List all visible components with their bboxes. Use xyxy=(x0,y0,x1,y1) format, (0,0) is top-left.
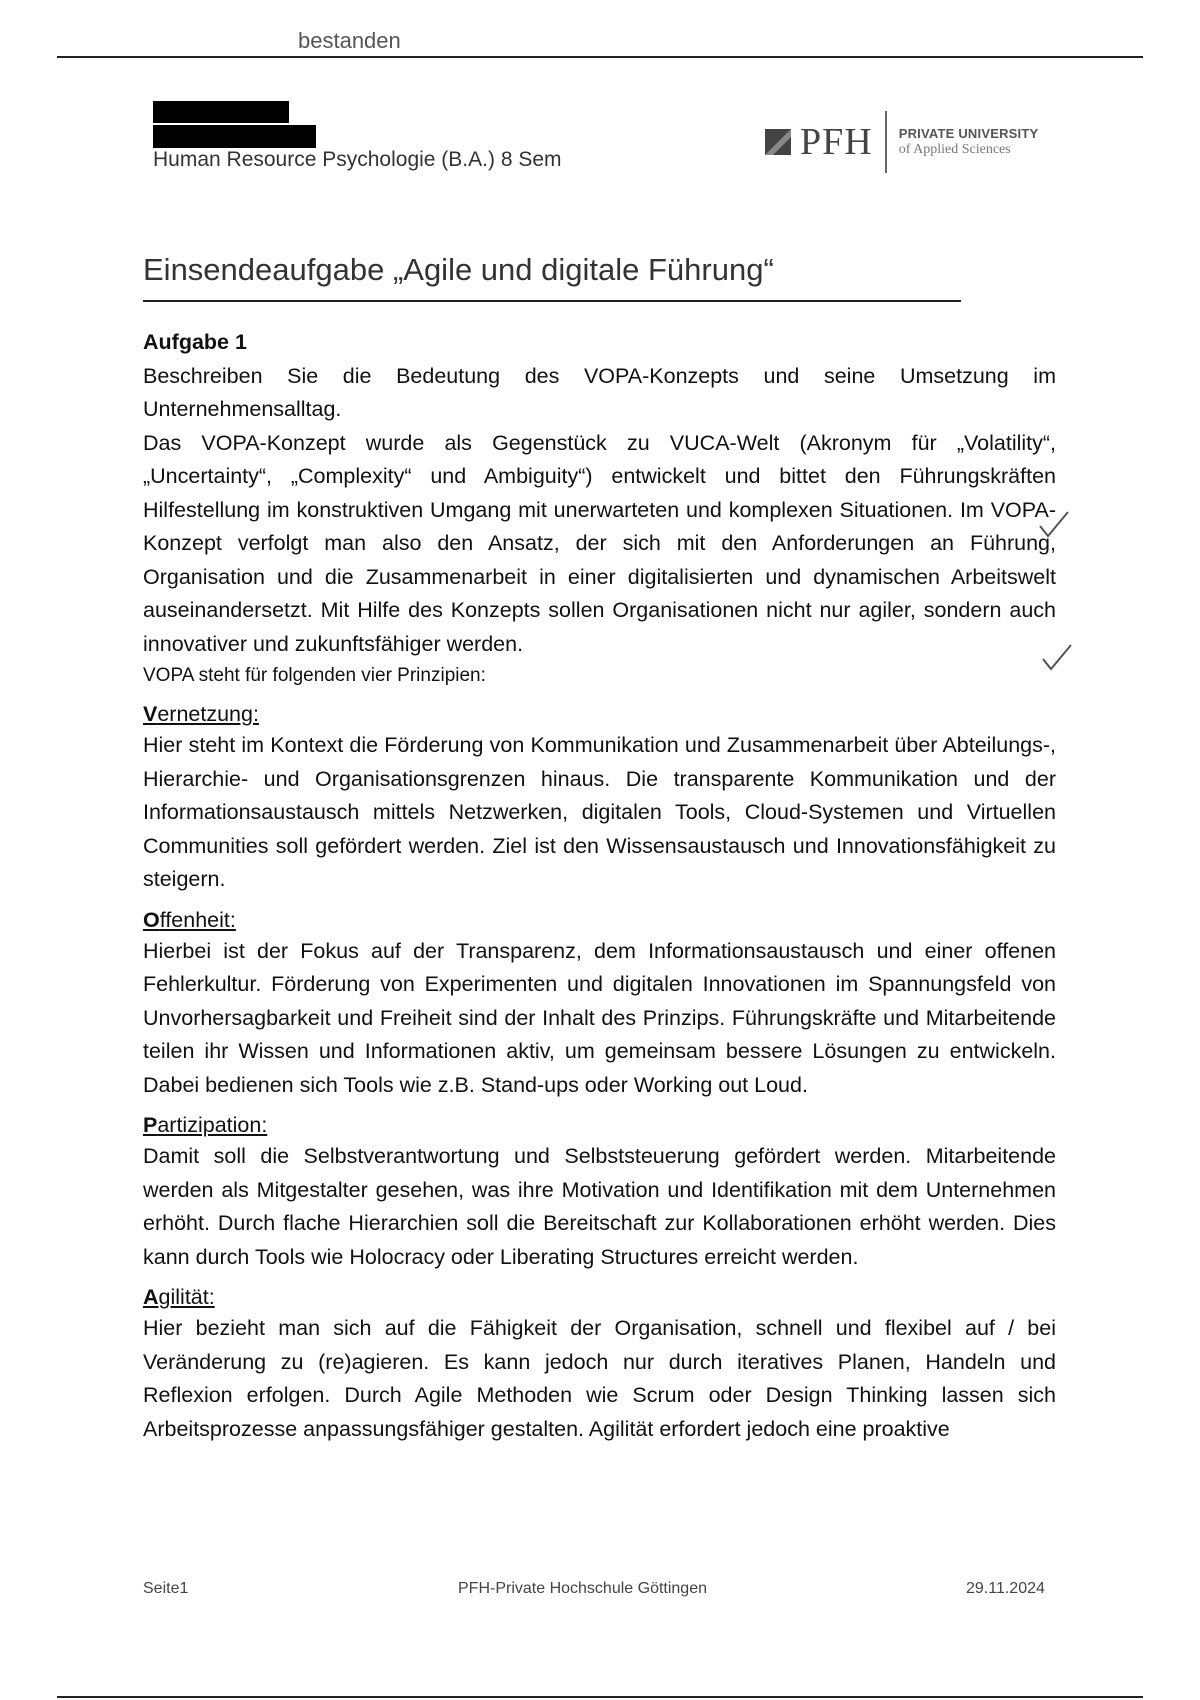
section-agilitaet xyxy=(143,1282,1056,1446)
footer-date: 29.11.2024 xyxy=(966,1580,1045,1597)
top-rule xyxy=(57,56,1143,58)
section-heading xyxy=(143,1110,1056,1140)
task-question: Beschreiben Sie die Bedeutung des VOPA-Konzepts und seine Umsetzung im Unternehmensalltag. xyxy=(143,363,1056,421)
task-label: Aufgabe 1 xyxy=(143,330,247,354)
section-heading xyxy=(143,905,1056,935)
pfh-logo-mark-icon xyxy=(765,129,791,155)
title-underline xyxy=(143,300,961,302)
section-heading-rest: ffenheit: xyxy=(159,907,236,932)
section-text: Damit soll die Selbstverantwortung und Selbststeuerung gefördert werden. Mitarbeitende werden als Mitgestalter gesehen, was ihre Motivation und Identifikation mit dem Unternehmen erhöht. Durch flache Hierarchien soll die Bereitschaft zur Kollaborationen erhöht werden. Dies kann durch Tools wie Holocracy oder Liberating Structures erreicht werden. xyxy=(143,1144,1056,1269)
bottom-rule xyxy=(57,1696,1143,1698)
logo-wordmark: PFH xyxy=(800,121,873,163)
redacted-name xyxy=(153,101,289,123)
logo-subtitle-line1: PRIVATE UNIVERSITY xyxy=(898,126,1039,141)
section-partizipation xyxy=(143,1110,1056,1274)
section-text: Hier bezieht man sich auf die Fähigkeit der Organisation, schnell und flexibel auf / bei Veränderung zu (re)agieren. Es kann jedoch nur durch iteratives Planen, Handeln und Reflexion erfolgen. Durch Agile Methoden wie Scrum oder Design Thinking lassen sich Arbeitsprozesse anpassungsfähiger gestalten. Agilität erfordert jedoch eine proaktive xyxy=(143,1316,1056,1441)
section-heading-rest: gilität: xyxy=(158,1285,215,1309)
logo-subtitle-line2: of Applied Sciences xyxy=(898,142,1011,157)
section-heading-rest: artizipation: xyxy=(157,1113,268,1137)
redacted-student-id xyxy=(153,125,316,148)
page-number: Seite1 xyxy=(143,1580,189,1597)
grader-check-mark-icon xyxy=(1037,508,1071,542)
section-initial: O xyxy=(143,907,160,932)
section-heading-rest: ernetzung: xyxy=(157,702,259,726)
section-text: Hier steht im Kontext die Förderung von Kommunikation und Zusammenarbeit über Abteilungs-, Hierarchie- und Organisationsgrenzen hinaus. Die transparente Kommunikation und der Informationsaustausch mittels Netzwerken, digitalen Tools, Cloud-Systemen und Virtuellen Communities soll gefördert werden. Ziel ist den Wissensaustausch und Innovationsfähigkeit zu steigern. xyxy=(143,733,1056,891)
document-body xyxy=(143,326,1056,1454)
principles-intro: VOPA steht für folgenden vier Prinzipien: xyxy=(143,665,486,686)
section-initial: A xyxy=(143,1285,159,1309)
section-initial: P xyxy=(143,1113,158,1137)
section-vernetzung xyxy=(143,699,1056,897)
intro-paragraph: Das VOPA-Konzept wurde als Gegenstück zu VUCA-Welt (Akronym für „Volatility“, „Uncertainty“, „Complexity“ und Ambiguity“) entwickelt und bittet den Führungskräften Hilfestellung im konstruktiven Umgang mit unerwarteten und komplexen Situationen. Im VOPA-Konzept verfolgt man also den Ansatz, der sich mit den Anforderungen an Führung, Organisation und die Zusammenarbeit in einer digitalisierten und dynamischen Arbeitswelt auseinandersetzt. Mit Hilfe des Konzepts sollen Organisationen nicht nur agiler, sondern auch innovativer und zukunftsfähiger werden. xyxy=(143,430,1056,656)
logo-subtitle xyxy=(899,126,1039,158)
section-offenheit xyxy=(143,905,1056,1103)
grading-status: bestanden xyxy=(298,28,401,53)
footer-institution: PFH-Private Hochschule Göttingen xyxy=(458,1580,707,1597)
study-program: Human Resource Psychologie (B.A.) 8 Sem xyxy=(153,148,562,171)
section-heading xyxy=(143,699,1056,729)
section-heading xyxy=(143,1282,1056,1312)
pfh-logo xyxy=(765,110,1038,174)
logo-divider xyxy=(885,111,887,173)
section-text: Hierbei ist der Fokus auf der Transparenz, dem Informationsaustausch und einer offenen Fehlerkultur. Förderung von Experimenten und digitalen Innovationen im Spannungsfeld von Unvorhersagbarkeit und Freiheit sind der Inhalt des Prinzips. Führungskräfte und Mitarbeitende teilen ihr Wissen und Informationen aktiv, um gemeinsam bessere Lösungen zu entwickeln. Dabei bedienen sich Tools wie z.B. Stand-ups oder Working out Loud. xyxy=(143,938,1056,1097)
document-title: Einsendeaufgabe „Agile und digitale Führung“ xyxy=(143,252,774,287)
section-initial: V xyxy=(143,702,158,726)
grader-check-mark-icon xyxy=(1040,641,1074,675)
